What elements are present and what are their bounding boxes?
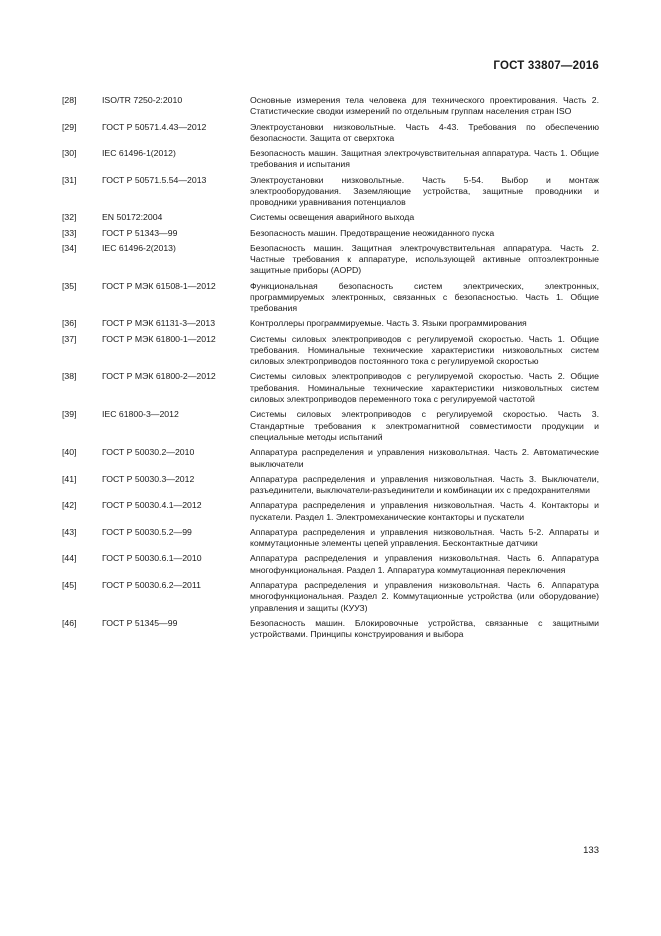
reference-number: [32] [62,212,77,223]
reference-number: [35] [62,280,77,291]
reference-row [62,580,599,614]
reference-row [62,527,599,550]
reference-title: Системы освещения аварийного выхода [250,212,415,223]
reference-title: Функциональная безопасность систем электрических, электронных, программируемых электронных, связанных с безопасностью. Часть 1. Общие требования [250,280,599,314]
reference-code: ГОСТ Р 50030.2—2010 [102,447,195,458]
document-code-header: ГОСТ 33807—2016 [493,60,599,72]
reference-title: Безопасность машин. Блокировочные устройства, связанные с защитными устройствами. Принципы конструирования и выбора [250,617,599,640]
reference-row [62,500,599,523]
reference-title: Аппаратура распределения и управления низковольтная. Часть 2. Автоматические выключатели [250,447,599,469]
reference-code: ГОСТ Р 50030.5.2—99 [102,526,192,537]
reference-number: [33] [62,227,77,238]
reference-row [62,122,599,145]
reference-code: ГОСТ Р 50030.3—2012 [102,473,195,484]
reference-row [62,371,599,405]
reference-number: [39] [62,409,77,420]
reference-number: [41] [62,473,77,484]
reference-title: Системы силовых электроприводов с регулируемой скоростью. Часть 3. Стандартные требования к электромагнитной совместимости продукции и специальные методы испытаний [250,409,599,443]
reference-code: ГОСТ Р МЭК 61131-3—2013 [102,318,216,329]
reference-row [62,318,599,329]
reference-title: Аппаратура распределения и управления низковольтная. Часть 5-2. Аппараты и коммутационные элементы цепей управления. Бесконтактные датчики [250,526,599,549]
reference-code: ГОСТ Р 50030.6.2—2011 [102,579,201,590]
reference-row [62,212,599,223]
reference-code: ГОСТ Р МЭК 61800-2—2012 [102,371,216,382]
reference-row [62,281,599,315]
page-number: 133 [583,845,599,856]
reference-code: IEC 61800-3—2012 [102,409,179,420]
reference-row [62,553,599,576]
reference-row [62,409,599,443]
reference-number: [31] [62,174,77,185]
reference-title: Аппаратура распределения и управления низковольтная. Часть 3. Выключатели, разъединители, выключатели-разъединители и комбинации их с предохранителями [250,473,599,496]
reference-number: [44] [62,553,77,564]
reference-code: ГОСТ Р 50030.4.1—2012 [102,500,202,511]
reference-code: IEC 61496-1(2012) [102,148,176,158]
reference-code: ISO/TR 7250-2:2010 [102,95,183,105]
references-list [62,95,599,644]
reference-number: [29] [62,121,77,132]
reference-row [62,474,599,497]
reference-title: Безопасность машин. Предотвращение неожиданного пуска [250,227,495,238]
reference-title: Аппаратура распределения и управления низковольтная. Часть 4. Контакторы и пускатели. Раздел 1. Электромеханические контакторы и пускатели [250,500,599,522]
reference-title: Системы силовых электроприводов с регулируемой скоростью. Часть 1. Общие требования. Номинальные технические характеристики низковольтных систем силовых электроприводов постоянного тока с регулируемой скоростью [250,333,599,367]
reference-title: Основные измерения тела человека для технического проектирования. Часть 2. Статистические сводки измерений по отдельным группам населения стран ISO [250,95,599,117]
reference-code: ГОСТ Р МЭК 61800-1—2012 [102,333,216,344]
reference-title: Аппаратура распределения и управления низковольтная. Часть 6. Аппаратура многофункциональная. Раздел 1. Аппаратура коммутационная переключения [250,553,599,575]
reference-row [62,447,599,470]
reference-row [62,243,599,277]
reference-code: IEC 61496-2(2013) [102,242,176,253]
reference-number: [30] [62,148,77,158]
reference-row [62,175,599,209]
reference-title: Системы силовых электроприводов с регулируемой скоростью. Часть 2. Общие требования. Номинальные технические характеристики низковольтных систем силовых электроприводов переменного тока с регулируемой частотой [250,371,599,405]
reference-row [62,334,599,368]
reference-code: ГОСТ Р 50030.6.1—2010 [102,553,202,564]
reference-title: Электроустановки низковольтные. Часть 4-43. Требования по обеспечению безопасности. Защита от сверхтока [250,121,599,143]
reference-row [62,148,599,171]
reference-row [62,618,599,641]
reference-number: [45] [62,579,77,590]
reference-title: Электроустановки низковольтные. Часть 5-54. Выбор и монтаж электрооборудования. Заземляющие устройства, защитные проводники и проводники уравнивания потенциалов [250,174,599,208]
reference-code: ГОСТ Р 51345—99 [102,617,178,628]
reference-code: ГОСТ Р 50571.5.54—2013 [102,174,207,185]
reference-number: [37] [62,333,77,344]
reference-code: ГОСТ Р 51343—99 [102,227,178,238]
reference-number: [46] [62,617,77,628]
reference-number: [38] [62,371,77,382]
reference-number: [42] [62,500,77,511]
reference-row [62,228,599,239]
reference-title: Безопасность машин. Защитная электрочувствительная аппаратура. Часть 2. Частные требования к аппаратуре, использующей активные оптоэлектронные защитные приборы (AOPD) [250,242,599,276]
reference-number: [40] [62,447,77,458]
reference-code: ГОСТ Р 50571.4.43—2012 [102,121,207,132]
reference-row [62,95,599,118]
reference-title: Контроллеры программируемые. Часть 3. Языки программирования [250,318,527,329]
reference-title: Безопасность машин. Защитная электрочувствительная аппаратура. Часть 1. Общие требования и испытания [250,148,599,170]
reference-number: [43] [62,526,77,537]
reference-number: [34] [62,242,77,253]
reference-title: Аппаратура распределения и управления низковольтная. Часть 6. Аппаратура многофункциональная. Раздел 2. Коммутационные устройства (или оборудование) управления и защиты (КУУЗ) [250,579,599,613]
reference-code: EN 50172:2004 [102,212,163,223]
reference-number: [36] [62,318,77,329]
reference-code: ГОСТ Р МЭК 61508-1—2012 [102,280,216,291]
reference-number: [28] [62,95,77,105]
